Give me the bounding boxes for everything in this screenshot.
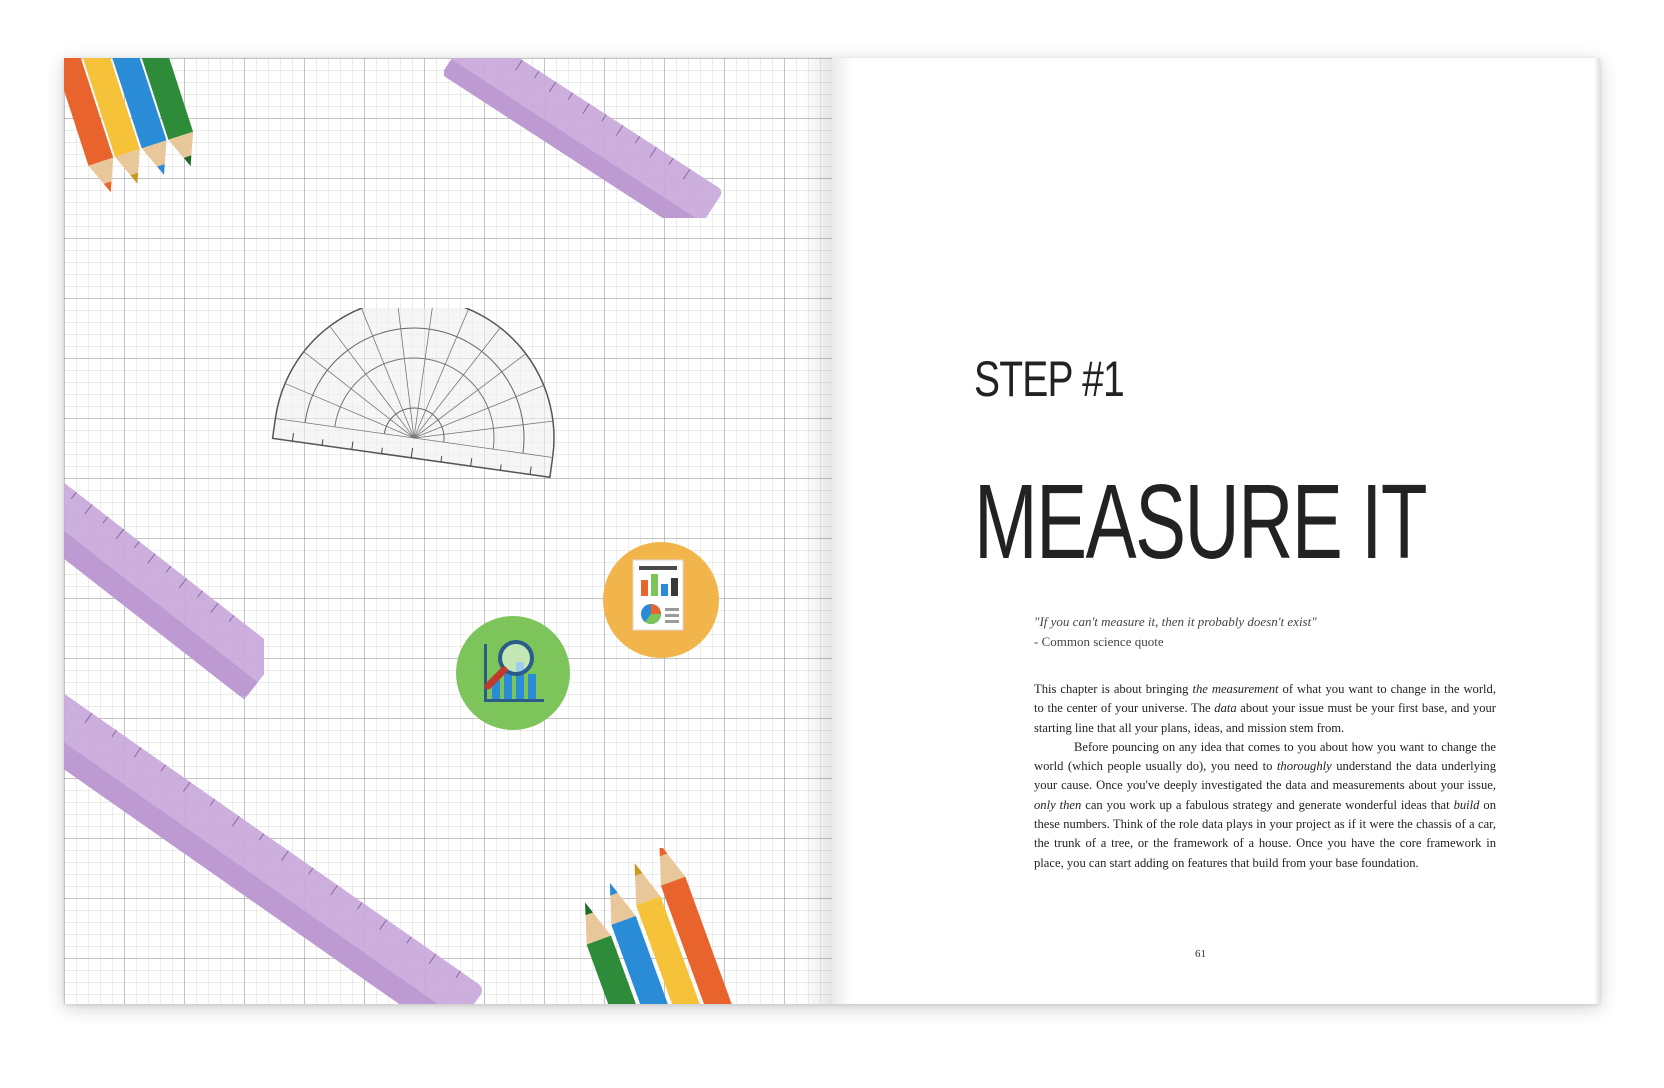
- body-paragraph-2: [1034, 738, 1496, 873]
- text-emphasis: data: [1214, 701, 1237, 716]
- text-run: of what you want to change in the world, to the center of your universe. The: [1034, 682, 1496, 716]
- text-run: can you work up a fabulous strategy and generate wonderful ideas that: [1081, 797, 1454, 812]
- pencils-bottom-icon: [584, 848, 832, 1004]
- left-page-illustration: [64, 58, 832, 1004]
- text-emphasis: only then: [1034, 797, 1082, 812]
- step-label: STEP #1: [974, 351, 1124, 407]
- epigraph-attribution: - Common science quote: [1034, 634, 1164, 649]
- chapter-body: [1034, 680, 1496, 873]
- text-run: about your issue must be your first base, and your starting line that all your plans, ideas, and mission stem from.: [1034, 701, 1497, 735]
- report-chart-icon: [601, 540, 721, 660]
- text-run: understand the data underlying your cause. Once you've deeply investigated the data and measurements about your issue,: [1034, 759, 1496, 793]
- protractor-icon: [264, 308, 564, 508]
- ruler-left-lower-icon: [64, 678, 484, 1004]
- text-emphasis: thoroughly: [1276, 759, 1332, 774]
- magnifier-chart-icon: [454, 614, 572, 732]
- text-emphasis: the measurement: [1192, 682, 1279, 696]
- text-run: Before pouncing on any idea that comes to you about how you want to change the world (which people usually do), you need to: [1034, 739, 1496, 774]
- page-number: 61: [1195, 948, 1206, 960]
- chapter-title: MEASURE IT: [974, 463, 1427, 581]
- ruler-top-icon: [444, 58, 724, 218]
- page-edge: [1594, 58, 1600, 1004]
- body-paragraph-1: [1034, 680, 1496, 738]
- text-emphasis: build: [1453, 797, 1480, 812]
- pencils-top-left-icon: [64, 58, 264, 208]
- text-run: This chapter is about bringing: [1034, 682, 1193, 696]
- text-run: on these numbers. Think of the role data plays in your project as if it were the chassis of a car, the trunk of a tree, or the framework of a house. Once you have the core framework in place, you can start adding on features that build from your base foundation.: [1034, 797, 1497, 870]
- epigraph-quote: "If you can't measure it, then it probably doesn't exist": [1034, 614, 1317, 629]
- gutter-shadow-right: [832, 58, 852, 1004]
